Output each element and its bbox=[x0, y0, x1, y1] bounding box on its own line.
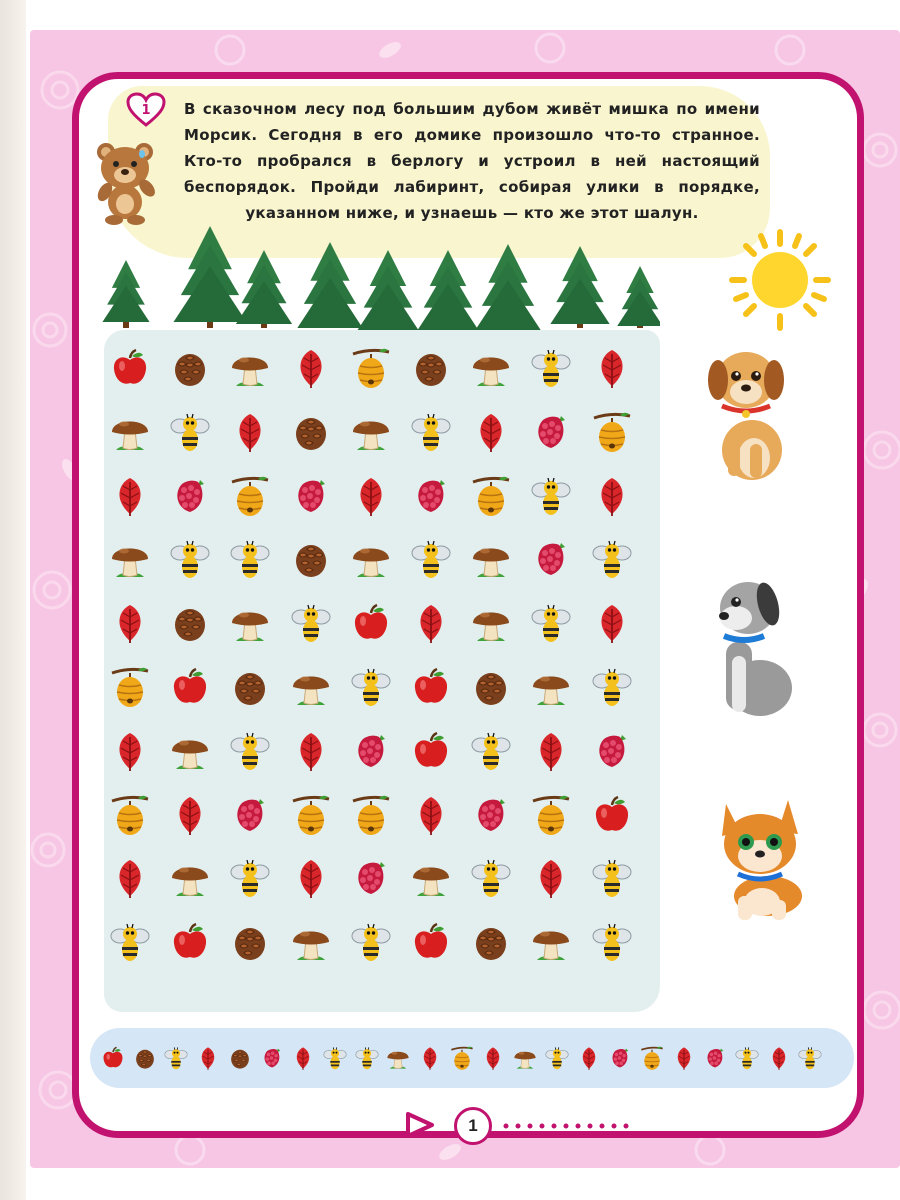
mushroom-icon[interactable] bbox=[529, 665, 573, 709]
leaf-icon[interactable] bbox=[108, 474, 152, 518]
raspberry-icon[interactable] bbox=[409, 474, 453, 518]
hive-icon[interactable] bbox=[108, 665, 152, 709]
sequence-leaf-icon bbox=[417, 1045, 443, 1071]
hive-icon[interactable] bbox=[228, 474, 272, 518]
sequence-bee-icon bbox=[163, 1045, 189, 1071]
cone-icon[interactable] bbox=[409, 346, 453, 390]
bee-icon[interactable] bbox=[590, 856, 634, 900]
sequence-hive-icon bbox=[449, 1045, 475, 1071]
mushroom-icon[interactable] bbox=[228, 601, 272, 645]
leaf-icon[interactable] bbox=[289, 729, 333, 773]
bee-icon[interactable] bbox=[168, 537, 212, 581]
mushroom-icon[interactable] bbox=[289, 665, 333, 709]
mushroom-icon[interactable] bbox=[469, 601, 513, 645]
sequence-leaf-icon bbox=[480, 1045, 506, 1071]
leaf-icon[interactable] bbox=[409, 793, 453, 837]
play-arrow-icon bbox=[404, 1110, 438, 1140]
bee-icon[interactable] bbox=[168, 410, 212, 454]
intro-text: В сказочном лесу под большим дубом живёт мишка по имени Морсик. Сегодня в его домике произошло что-то странное. Кто-то пробрался в берлогу и устроил в ней настоящий беспорядок. Пройди лабиринт, собирая улики в порядке, указанном ниже, и узнаешь — кто же этот шалун. bbox=[184, 100, 760, 222]
bee-icon[interactable] bbox=[469, 856, 513, 900]
mushroom-icon[interactable] bbox=[168, 729, 212, 773]
raspberry-icon[interactable] bbox=[529, 410, 573, 454]
dotted-line bbox=[502, 1122, 632, 1130]
hive-icon[interactable] bbox=[108, 793, 152, 837]
tree-icon bbox=[297, 242, 362, 328]
mushroom-icon[interactable] bbox=[228, 346, 272, 390]
hive-icon[interactable] bbox=[529, 793, 573, 837]
leaf-icon[interactable] bbox=[349, 474, 393, 518]
apple-icon[interactable] bbox=[409, 729, 453, 773]
sun-icon bbox=[728, 228, 832, 332]
tree-icon bbox=[475, 244, 540, 330]
sequence-bee-icon bbox=[354, 1045, 380, 1071]
sequence-leaf-icon bbox=[576, 1045, 602, 1071]
cone-icon[interactable] bbox=[289, 410, 333, 454]
apple-icon[interactable] bbox=[349, 601, 393, 645]
leaf-icon[interactable] bbox=[289, 856, 333, 900]
bee-icon[interactable] bbox=[529, 346, 573, 390]
mushroom-icon[interactable] bbox=[529, 920, 573, 964]
mushroom-icon[interactable] bbox=[289, 920, 333, 964]
bee-icon[interactable] bbox=[349, 665, 393, 709]
sequence-raspberry-icon bbox=[259, 1045, 285, 1071]
bee-icon[interactable] bbox=[529, 474, 573, 518]
tree-icon bbox=[102, 260, 149, 328]
tree-icon bbox=[358, 250, 419, 330]
page-number: 1 bbox=[454, 1107, 492, 1145]
mushroom-icon[interactable] bbox=[108, 410, 152, 454]
raspberry-icon[interactable] bbox=[469, 793, 513, 837]
mushroom-icon[interactable] bbox=[409, 856, 453, 900]
sequence-raspberry-icon bbox=[607, 1045, 633, 1071]
mushroom-icon[interactable] bbox=[469, 537, 513, 581]
heart-number-icon bbox=[126, 92, 166, 128]
hive-icon[interactable] bbox=[349, 793, 393, 837]
dog-brown-icon[interactable] bbox=[700, 340, 796, 482]
leaf-icon[interactable] bbox=[469, 410, 513, 454]
tree-icon bbox=[236, 250, 292, 328]
leaf-icon[interactable] bbox=[168, 793, 212, 837]
leaf-icon[interactable] bbox=[289, 346, 333, 390]
sequence-mushroom-icon bbox=[385, 1045, 411, 1071]
maze-area bbox=[104, 330, 660, 1012]
apple-icon[interactable] bbox=[409, 665, 453, 709]
leaf-icon[interactable] bbox=[228, 410, 272, 454]
bee-icon[interactable] bbox=[590, 537, 634, 581]
bee-icon[interactable] bbox=[469, 729, 513, 773]
mushroom-icon[interactable] bbox=[349, 537, 393, 581]
forest-trees bbox=[90, 220, 660, 330]
hive-icon[interactable] bbox=[349, 346, 393, 390]
mushroom-icon[interactable] bbox=[349, 410, 393, 454]
raspberry-icon[interactable] bbox=[228, 793, 272, 837]
badge-number: 1 bbox=[141, 103, 151, 118]
corgi-icon[interactable] bbox=[712, 792, 808, 922]
sequence-raspberry-icon bbox=[702, 1045, 728, 1071]
cone-icon[interactable] bbox=[168, 346, 212, 390]
leaf-icon[interactable] bbox=[590, 474, 634, 518]
sequence-leaf-icon bbox=[195, 1045, 221, 1071]
mushroom-icon[interactable] bbox=[469, 346, 513, 390]
bee-icon[interactable] bbox=[590, 665, 634, 709]
raspberry-icon[interactable] bbox=[349, 856, 393, 900]
bee-icon[interactable] bbox=[228, 729, 272, 773]
sequence-apple-icon bbox=[100, 1045, 126, 1071]
bee-icon[interactable] bbox=[228, 856, 272, 900]
bee-icon[interactable] bbox=[409, 537, 453, 581]
sequence-leaf-icon bbox=[766, 1045, 792, 1071]
hive-icon[interactable] bbox=[590, 410, 634, 454]
mushroom-icon[interactable] bbox=[108, 537, 152, 581]
raspberry-icon[interactable] bbox=[168, 474, 212, 518]
apple-icon[interactable] bbox=[590, 793, 634, 837]
apple-icon[interactable] bbox=[409, 920, 453, 964]
bee-icon[interactable] bbox=[289, 601, 333, 645]
hive-icon[interactable] bbox=[469, 474, 513, 518]
leaf-icon[interactable] bbox=[529, 729, 573, 773]
bee-icon[interactable] bbox=[349, 920, 393, 964]
bee-icon[interactable] bbox=[590, 920, 634, 964]
bee-icon[interactable] bbox=[529, 601, 573, 645]
cone-icon[interactable] bbox=[469, 665, 513, 709]
apple-icon[interactable] bbox=[108, 346, 152, 390]
cone-icon[interactable] bbox=[228, 920, 272, 964]
cone-icon[interactable] bbox=[469, 920, 513, 964]
raspberry-icon[interactable] bbox=[590, 729, 634, 773]
clue-sequence-strip bbox=[90, 1028, 854, 1088]
leaf-icon[interactable] bbox=[590, 346, 634, 390]
leaf-icon[interactable] bbox=[529, 856, 573, 900]
sequence-leaf-icon bbox=[671, 1045, 697, 1071]
raspberry-icon[interactable] bbox=[349, 729, 393, 773]
bee-icon[interactable] bbox=[409, 410, 453, 454]
bear-icon bbox=[90, 140, 160, 225]
sequence-leaf-icon bbox=[290, 1045, 316, 1071]
sequence-bee-icon bbox=[797, 1045, 823, 1071]
tree-icon bbox=[617, 266, 660, 328]
raspberry-icon[interactable] bbox=[289, 474, 333, 518]
dog-grey-icon[interactable] bbox=[706, 572, 802, 718]
sequence-mushroom-icon bbox=[512, 1045, 538, 1071]
raspberry-icon[interactable] bbox=[529, 537, 573, 581]
leaf-icon[interactable] bbox=[108, 601, 152, 645]
bee-icon[interactable] bbox=[108, 920, 152, 964]
sequence-cone-icon bbox=[132, 1045, 158, 1071]
tree-icon bbox=[418, 250, 479, 330]
hive-icon[interactable] bbox=[289, 793, 333, 837]
tree-icon bbox=[550, 246, 609, 328]
sequence-bee-icon bbox=[544, 1045, 570, 1071]
sequence-bee-icon bbox=[734, 1045, 760, 1071]
leaf-icon[interactable] bbox=[108, 856, 152, 900]
apple-icon[interactable] bbox=[168, 665, 212, 709]
cone-icon[interactable] bbox=[289, 537, 333, 581]
sequence-bee-icon bbox=[322, 1045, 348, 1071]
leaf-icon[interactable] bbox=[590, 601, 634, 645]
mushroom-icon[interactable] bbox=[168, 856, 212, 900]
bee-icon[interactable] bbox=[228, 537, 272, 581]
page-edge bbox=[0, 0, 26, 1200]
leaf-icon[interactable] bbox=[409, 601, 453, 645]
apple-icon[interactable] bbox=[168, 920, 212, 964]
sequence-hive-icon bbox=[639, 1045, 665, 1071]
sequence-cone-icon bbox=[227, 1045, 253, 1071]
cone-icon[interactable] bbox=[168, 601, 212, 645]
leaf-icon[interactable] bbox=[108, 729, 152, 773]
cone-icon[interactable] bbox=[228, 665, 272, 709]
tree-icon bbox=[174, 226, 247, 328]
